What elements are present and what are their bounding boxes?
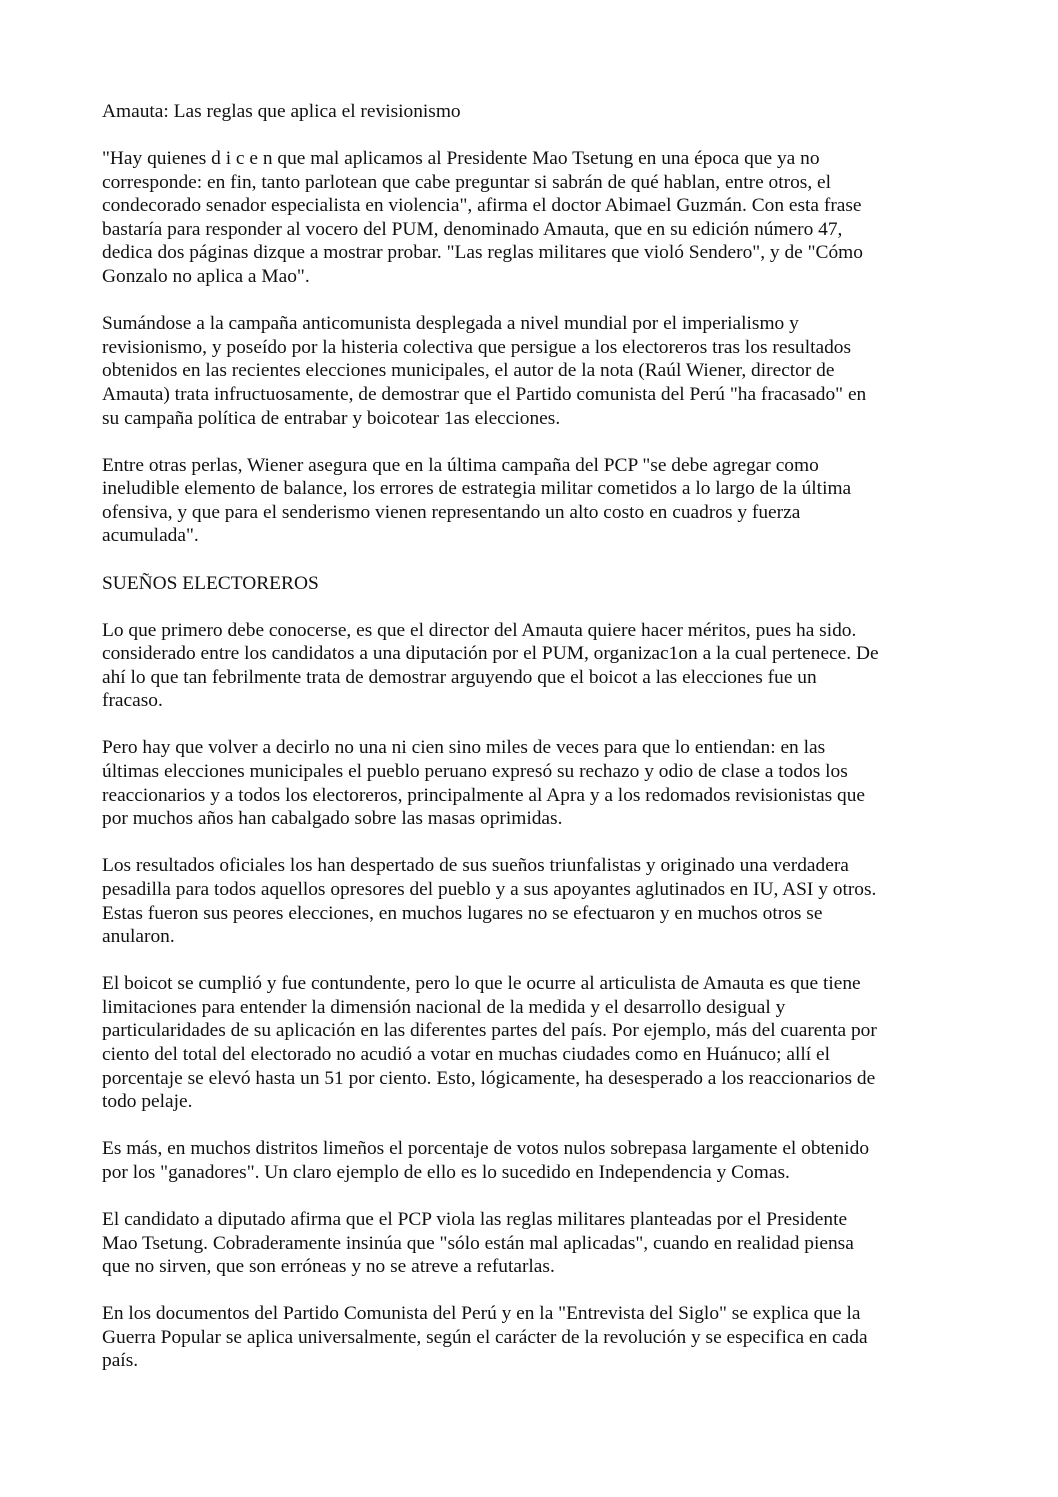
text-line: El boicot se cumplió y fue contundente, pero lo que le ocurre al articulista de Amauta es que tiene: [102, 973, 861, 995]
text-line: Sumándose a la campaña anticomunista desplegada a nivel mundial por el imperialismo y: [102, 313, 799, 335]
paragraph: [102, 972, 982, 1114]
paragraph: [102, 736, 982, 830]
text-line: Es más, en muchos distritos limeños el porcentaje de votos nulos sobrepasa largamente el obtenido: [102, 1138, 870, 1160]
title-line: Amauta: Las reglas que aplica el revisionismo: [102, 101, 461, 122]
text-line: Los resultados oficiales los han despertado de sus sueños triunfalistas y originado una verdadera: [102, 855, 849, 877]
text-line: En los documentos del Partido Comunista del Perú y en la "Entrevista del Siglo" se explica que la: [102, 1303, 861, 1325]
text-line: particularidades de su aplicación en las diferentes partes del país. Por ejemplo, más del cuarenta por: [102, 1020, 877, 1042]
text-line: considerado entre los candidatos a una diputación por el PUM, organizac1on a la cual pertenece. De: [102, 643, 879, 665]
text-line: porcentaje se elevó hasta un 51 por ciento. Esto, lógicamente, ha desesperado a los reaccionarios de: [102, 1067, 876, 1089]
text-line: fracaso.: [102, 690, 163, 712]
text-line: últimas elecciones municipales el pueblo peruano expresó su rechazo y odio de clase a todos los: [102, 761, 848, 783]
text-line: Lo que primero debe conocerse, es que el director del Amauta quiere hacer méritos, pues ha sido.: [102, 619, 857, 641]
text-line: "Hay quienes d i c e n que mal aplicamos al Presidente Mao Tsetung en una época que ya no: [102, 148, 820, 170]
text-line: Mao Tsetung. Cobraderamente insinúa que "sólo están mal aplicadas", cuando en realidad piensa: [102, 1232, 854, 1254]
paragraph: [102, 854, 982, 948]
text-line: todo pelaje.: [102, 1091, 193, 1113]
paragraph: [102, 454, 982, 548]
section-heading: [102, 572, 982, 596]
text-line: ofensiva, y que para el senderismo vienen representando un alto costo en cuadros y fuerza: [102, 501, 801, 523]
text-line: reaccionarios y a todos los electoreros, principalmente al Apra y a los redomados revisionistas que: [102, 784, 866, 806]
paragraph: [102, 312, 982, 430]
text-line: El candidato a diputado afirma que el PCP viola las reglas militares planteadas por el Presidente: [102, 1208, 848, 1230]
text-line: SUEÑOS ELECTOREROS: [102, 572, 319, 594]
text-line: acumulada".: [102, 525, 199, 547]
text-line: Pero hay que volver a decirlo no una ni cien sino miles de veces para que lo entiendan: en las: [102, 737, 826, 759]
text-line: Entre otras perlas, Wiener asegura que en la última campaña del PCP "se debe agregar como: [102, 454, 819, 476]
text-line: limitaciones para entender la dimensión nacional de la medida y el desarrollo desigual y: [102, 996, 786, 1018]
text-line: obtenidos en las recientes elecciones municipales, el autor de la nota (Raúl Wiener, director de: [102, 360, 835, 382]
text-line: Gonzalo no aplica a Mao".: [102, 266, 310, 288]
text-line: ineludible elemento de balance, los errores de estrategia militar cometidos a lo largo de la última: [102, 478, 852, 500]
text-line: que no sirven, que son erróneas y no se atreve a refutarlas.: [102, 1256, 555, 1278]
paragraph: [102, 619, 982, 713]
paragraph: [102, 1137, 982, 1184]
text-line: por los "ganadores". Un claro ejemplo de ello es lo sucedido en Independencia y Comas.: [102, 1161, 790, 1183]
text-line: Estas fueron sus peores elecciones, en muchos lugares no se efectuaron y en muchos otros se: [102, 902, 823, 924]
text-line: ciento del total del electorado no acudió a votar en muchas ciudades como en Huánuco; allí el: [102, 1044, 830, 1065]
text-line: su campaña política de entrabar y boicotear 1as elecciones.: [102, 407, 561, 429]
document-body: [102, 100, 982, 1397]
text-line: Amauta) trata infructuosamente, de demostrar que el Partido comunista del Perú "ha fracasado" en: [102, 383, 867, 405]
text-line: bastaría para responder al vocero del PUM, denominado Amauta, que en su edición número 47,: [102, 218, 843, 240]
text-line: Guerra Popular se aplica universalmente, según el carácter de la revolución y se especifica en cada: [102, 1326, 868, 1348]
paragraph: [102, 1208, 982, 1279]
paragraph-list: [102, 147, 982, 1373]
text-line: por muchos años han cabalgado sobre las masas oprimidas.: [102, 808, 563, 830]
text-line: dedica dos páginas dizque a mostrar probar. "Las reglas militares que violó Sendero", y de "Cómo: [102, 242, 863, 264]
paragraph: [102, 147, 982, 289]
text-line: anularon.: [102, 926, 175, 948]
text-line: revisionismo, y poseído por la histeria colectiva que persigue a los electoreros tras los resultados: [102, 336, 852, 358]
text-line: condecorado senador especialista en violencia", afirma el doctor Abimael Guzmán. Con esta frase: [102, 195, 862, 217]
text-line: corresponde: en fin, tanto parlotean que cabe preguntar si sabrán de qué hablan, entre otros, el: [102, 171, 832, 193]
text-line: ahí lo que tan febrilmente trata de demostrar arguyendo que el boicot a las elecciones fue un: [102, 666, 817, 688]
text-line: pesadilla para todos aquellos opresores del pueblo y a sus apoyantes aglutinados en IU, ASI y otros.: [102, 878, 877, 900]
text-line: país.: [102, 1350, 139, 1372]
document-title: [102, 100, 982, 124]
paragraph: [102, 1302, 982, 1373]
